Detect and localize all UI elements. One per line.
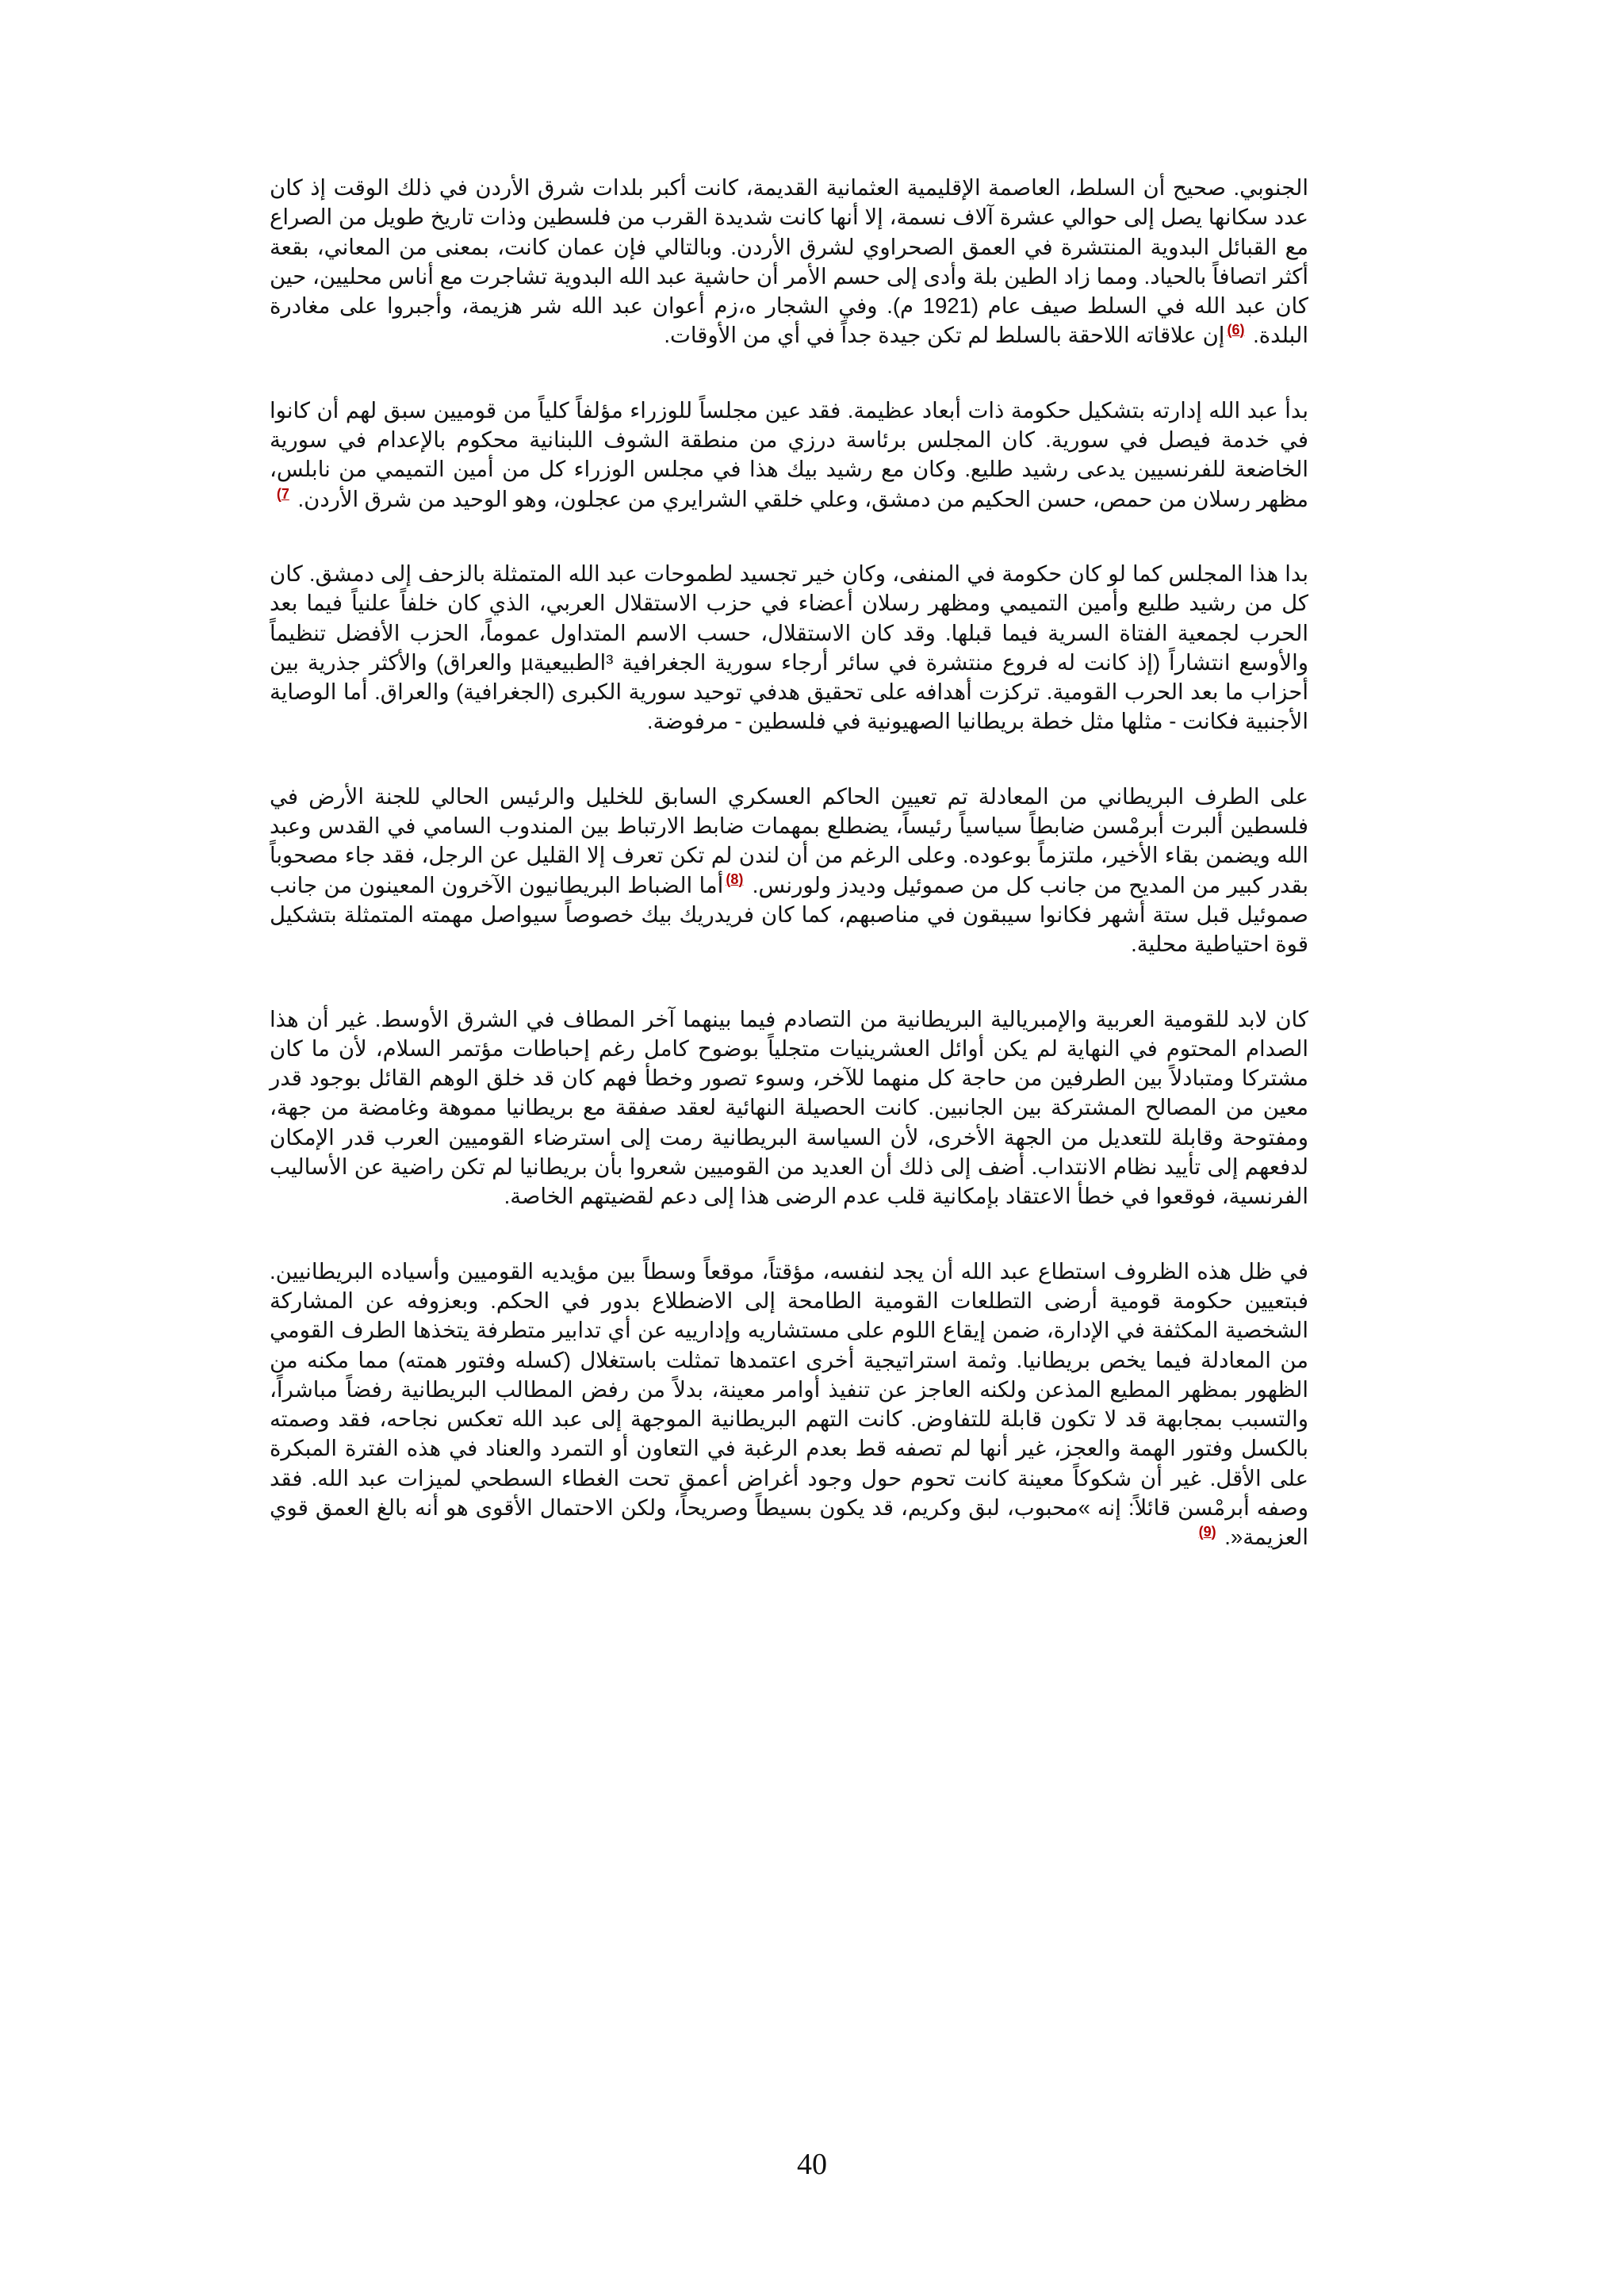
footnote-link[interactable]: (8) xyxy=(726,871,744,888)
paragraph-2 xyxy=(270,396,1308,514)
paragraph-5 xyxy=(270,1004,1308,1211)
footnote-link[interactable]: (9) xyxy=(1198,1524,1216,1540)
paragraph-3 xyxy=(270,559,1308,737)
paragraph-text: بدأ عبد الله إدارته بتشكيل حكومة ذات أبعاد عظيمة. فقد عين مجلساً للوزراء مؤلفاً كلياً من قوميين سبق لهم أن كانوا في خدمة فيصل في سورية. كان المجلس برئاسة درزي من منطقة الشوف اللبنانية محكوم بالإعدام في سورية الخاضعة للفرنسيين يدعى رشيد طليع. وكان مع رشيد بيك هذا في مجلس الوزراء كل من أمين التميمي من نابلس، مظهر رسلان من حمص، حسن الحكيم من دمشق، وعلي خلقي الشرايري من عجلون، وهو الوحيد من شرق الأردن. xyxy=(270,397,1308,511)
paragraph-text: بدا هذا المجلس كما لو كان حكومة في المنفى، وكان خير تجسيد لطموحات عبد الله المتمثلة بالزحف إلى دمشق. كان كل من رشيد طليع وأمين التميمي ومظهر رسلان أعضاء في حزب الاستقلال العربي، الذي كان خلفاً علنياً فيما بعد الحرب لجمعية الفتاة السرية فيما قبلها. وقد كان الاستقلال، حسب الاسم المتداول عموماً، الحزب الأفضل تنظيماً والأوسع انتشاراً (إذ كانت له فروع منتشرة في سائر أرجاء سورية الجغرافية ³الطبيعيةµ والعراق) والأكثر جذرية بين أحزاب ما بعد الحرب القومية. تركزت أهدافه على تحقيق هدفي توحيد سورية الكبرى (الجغرافية) والعراق. أما الوصاية الأجنبية فكانت - مثلها مثل خطة بريطانيا الصهيونية في فلسطين - مرفوضة. xyxy=(270,561,1308,734)
paragraph-4 xyxy=(270,782,1308,959)
paragraph-6 xyxy=(270,1257,1308,1552)
paragraph-text: إن علاقاته اللاحقة بالسلط لم تكن جيدة جداً في أي من الأوقات. xyxy=(664,323,1225,348)
paragraph-text: في ظل هذه الظروف استطاع عبد الله أن يجد لنفسه، مؤقتاً، موقعاً وسطاً بين مؤيديه القوميين وأسياده البريطانيين. فبتعيين حكومة قومية أرضى التطلعات القومية الطامحة إلى الاضطلاع بدور في الحكم. وبعزوفه عن المشاركة الشخصية المكثفة في الإدارة، ضمن إيقاع اللوم على مستشاريه وإدارييه عن أي تدابير متطرفة يتخذها الطرف القومي من المعادلة فيما يخص بريطانيا. وثمة استراتيجية أخرى اعتمدها تمثلت باستغلال (كسله وفتور همته) مما مكنه من الظهور بمظهر المطيع المذعن ولكنه العاجز عن تنفيذ أوامر معينة، بدلاً من رفض المطالب البريطانية رفضاً مباشراً، والتسبب بمجابهة قد لا تكون قابلة للتفاوض. كانت التهم البريطانية الموجهة إلى عبد الله تعكس نجاحه، فقد وصمته بالكسل وفتور الهمة والعجز، غير أنها لم تصفه قط بعدم الرغبة في التعاون أو التمرد والعناد في هذه الفترة المبكرة على الأقل. غير أن شكوكاً معينة كانت تحوم حول وجود أغراض أعمق تحت الغطاء السطحي لميزات عبد الله. فقد وصفه أبرمْسن قائلاً: إنه »محبوب، لبق وكريم، قد يكون بسيطاً وصريحاً، ولكن الاحتمال الأقوى هو أنه بالغ العمق قوي العزيمة«. xyxy=(270,1258,1308,1550)
paragraph-text: الجنوبي. صحيح أن السلط، العاصمة الإقليمية العثمانية القديمة، كانت أكبر بلدات شرق الأردن في ذلك الوقت إذ كان عدد سكانها يصل إلى حوالي عشرة آلاف نسمة، إلا أنها كانت شديدة القرب من فلسطين وذات تاريخ طويل من الصراع مع القبائل البدوية المنتشرة في العمق الصحراوي لشرق الأردن. وبالتالي فإن عمان كانت، بمعنى من المعاني، بقعة أكثر اتصافاً بالحياد. ومما زاد الطين بلة وأدى إلى حسم الأمر أن حاشية عبد الله البدوية تشاجرت مع أناس محليين، حين كان عبد الله في السلط صيف عام (1921 م). وفي الشجار ه،زم أعوان عبد الله شر هزيمة، وأجبروا على مغادرة البلدة. xyxy=(270,175,1308,348)
paragraph-text: كان لابد للقومية العربية والإمبريالية البريطانية من التصادم فيما بينهما آخر المطاف في الشرق الأوسط. غير أن هذا الصدام المحتوم في النهاية لم يكن أوائل العشرينيات متجلياً بوضوح كامل رغم إحباطات مؤتمر السلام، لأن ما كان مشتركا ومتبادلاً بين الطرفين من حاجة كل منهما للآخر، وسوء تصور وخطأ فهم كان قد خلق الوهم القائل بوجود قدر معين من المصالح المشتركة بين الجانبين. كانت الحصيلة النهائية لعقد صفقة مع بريطانيا مموهة وغامضة من جهة، ومفتوحة وقابلة للتعديل من الجهة الأخرى، لأن السياسة البريطانية رمت إلى استرضاء القوميين العرب قدر الإمكان لدفعهم إلى تأييد نظام الانتداب. أضف إلى ذلك أن العديد من القوميين شعروا بأن بريطانيا لم تكن راضية عن الأساليب الفرنسية، فوقعوا في خطأ الاعتقاد بإمكانية قلب عدم الرضى هذا إلى دعم لقضيتهم الخاصة. xyxy=(270,1006,1308,1209)
document-body xyxy=(270,173,1308,1552)
footnote-link[interactable]: 7) xyxy=(276,485,289,502)
paragraph-text: أما الضباط البريطانيون الآخرون المعينون من جانب صموئيل قبل ستة أشهر فكانوا سيبقون في مناصبهم، كما كان فريدريك بيك خصوصاً سيواصل مهمته المتمثلة بتشكيل قوة احتياطية محلية. xyxy=(270,872,1308,957)
footnote-link[interactable]: (6) xyxy=(1227,322,1245,339)
page-number: 40 xyxy=(797,2148,827,2181)
paragraph-text: على الطرف البريطاني من المعادلة تم تعيين الحاكم العسكري السابق للخليل والرئيس الحالي للجنة الأرض في فلسطين ألبرت أبرمْسن ضابطاً سياسياً رئيساً، يضطلع بمهمات ضابط الارتباط بين المندوب السامي في القدس وعبد الله ويضمن بقاء الأخير، ملتزماً بوعوده. وعلى الرغم من أن لندن لم تكن تعرف إلا القليل عن الرجل، فقد جاء مصحوباً بقدر كبير من المديح من جانب كل من صموئيل وديدز ولورنس. xyxy=(270,783,1309,897)
paragraph-1 xyxy=(270,173,1308,350)
